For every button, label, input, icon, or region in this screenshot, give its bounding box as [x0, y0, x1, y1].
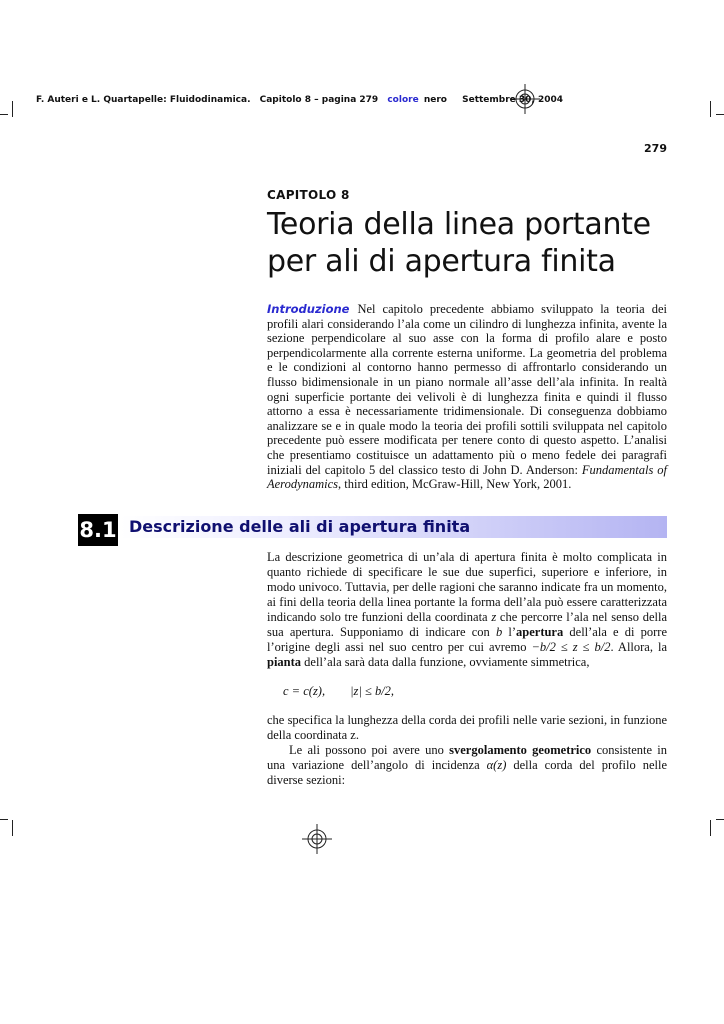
text-run: l’ [502, 625, 517, 639]
bold-term: svergolamento geometrico [449, 743, 592, 757]
text-run: . Allora, la [610, 640, 668, 654]
crop-mark-bottom-right-h [716, 819, 724, 820]
section-paragraph-1 [267, 550, 667, 670]
math-var: b [495, 625, 503, 639]
header-authors: F. Auteri e L. Quartapelle: Fluidodinamica. [36, 95, 251, 105]
text-run: della corda del profilo nelle diverse sezioni: [267, 758, 668, 787]
bold-term: pianta [267, 655, 302, 669]
section-paragraph-3 [267, 743, 667, 788]
intro-label: Introduzione [267, 302, 350, 316]
chapter-title [267, 206, 687, 280]
section-number: 8.1 [78, 514, 118, 546]
header-date: Settembre 30, 2004 [462, 95, 564, 105]
intro-tail: , third edition, McGraw-Hill, New York, 2001. [338, 477, 572, 492]
math-inequality: −b/2 ≤ z ≤ b/2 [531, 640, 611, 654]
crop-mark-bottom-right-v [710, 820, 711, 836]
bold-term: apertura [516, 625, 564, 639]
crop-mark-bottom-left-v [12, 820, 13, 836]
crop-mark-top-right-h [716, 114, 724, 115]
section-paragraph-2: che specifica la lunghezza della corda dei profili nelle varie sezioni, in funzione della coordinata z. [267, 713, 667, 742]
crop-mark-top-left-h [0, 114, 8, 115]
text-run: dell’ala sarà data dalla funzione, ovviamente simmetrica, [301, 655, 590, 669]
text-run: Le ali possono poi avere uno [289, 743, 450, 757]
math-var: α(z) [486, 758, 507, 772]
introduction-paragraph [267, 302, 667, 492]
text-run: La descrizione geometrica di un’ala di apertura finita è molto complicata in quanto richiede di specificare le sue due superfici, superiore e inferiore, in modo univoco. Tuttavia, per delle ragioni che saranno indicate fra un momento, ai fini della teoria della linea portante la forma dell’ala può essere caratterizzata indicando solo tre funzioni della coordinata [267, 550, 667, 624]
intro-text: Nel capitolo precedente abbiamo sviluppato la teoria dei profili alari considerando l’ala come un cilindro di lunghezza infinita, avente la sezione perpendicolare al suo asse con la forma di profilo alare e posto perpendicolarmente alla corrente esterna uniforme. La geometria del problema e le condizioni al contorno hanno permesso di affrontarlo considerando un flusso bidimensionale in un piano normale all’asse dell’ala infinita. In realtà ogni superficie portante dei velivoli è di lunghezza finita e quindi il flusso attorno a essa è necessariamente tridimensionale. Di conseguenza dobbiamo analizzare se e in quale modo la teoria dei profili sottili sviluppata nel capitolo precedente può essere modificata per tenere conto di questo aspetto. L’analisi che presentiamo costituisce un adattamento più o meno fedele dei paragrafi iniziali del capitolo 5 del classico testo di John D. Anderson: [267, 302, 667, 477]
header-color-black: nero [423, 95, 447, 105]
text-run: consistente in una variazione dell’angolo di incidenza [267, 743, 668, 772]
text-run: dell’ala e di porre l’origine degli assi nel suo centro per cui avremo [267, 625, 668, 654]
page-number: 279 [644, 142, 667, 155]
text-run: che percorre l’ala nel senso della sua apertura. Supponiamo di indicare con [267, 610, 667, 639]
header-chapter-page: Capitolo 8 – pagina 279 [259, 95, 379, 105]
header-color-blue: colore [387, 95, 419, 105]
chapter-title-line-1: Teoria della linea portante [267, 207, 651, 242]
section-body [267, 550, 667, 788]
chapter-title-line-2: per ali di apertura finita [267, 244, 616, 279]
chapter-label: CAPITOLO 8 [267, 188, 350, 202]
equation: c = c(z), |z| ≤ b/2, [283, 684, 395, 698]
crop-mark-bottom-left-h [0, 819, 8, 820]
section-title: Descrizione delle ali di apertura finita [129, 517, 471, 536]
registration-target-icon [302, 824, 332, 854]
intro-book-title: Fundamentals of Aerodynamics [267, 462, 667, 492]
running-header [36, 95, 564, 105]
math-var: z [491, 610, 497, 624]
crop-mark-top-right-v [710, 101, 711, 117]
crop-mark-top-left-v [12, 101, 13, 117]
